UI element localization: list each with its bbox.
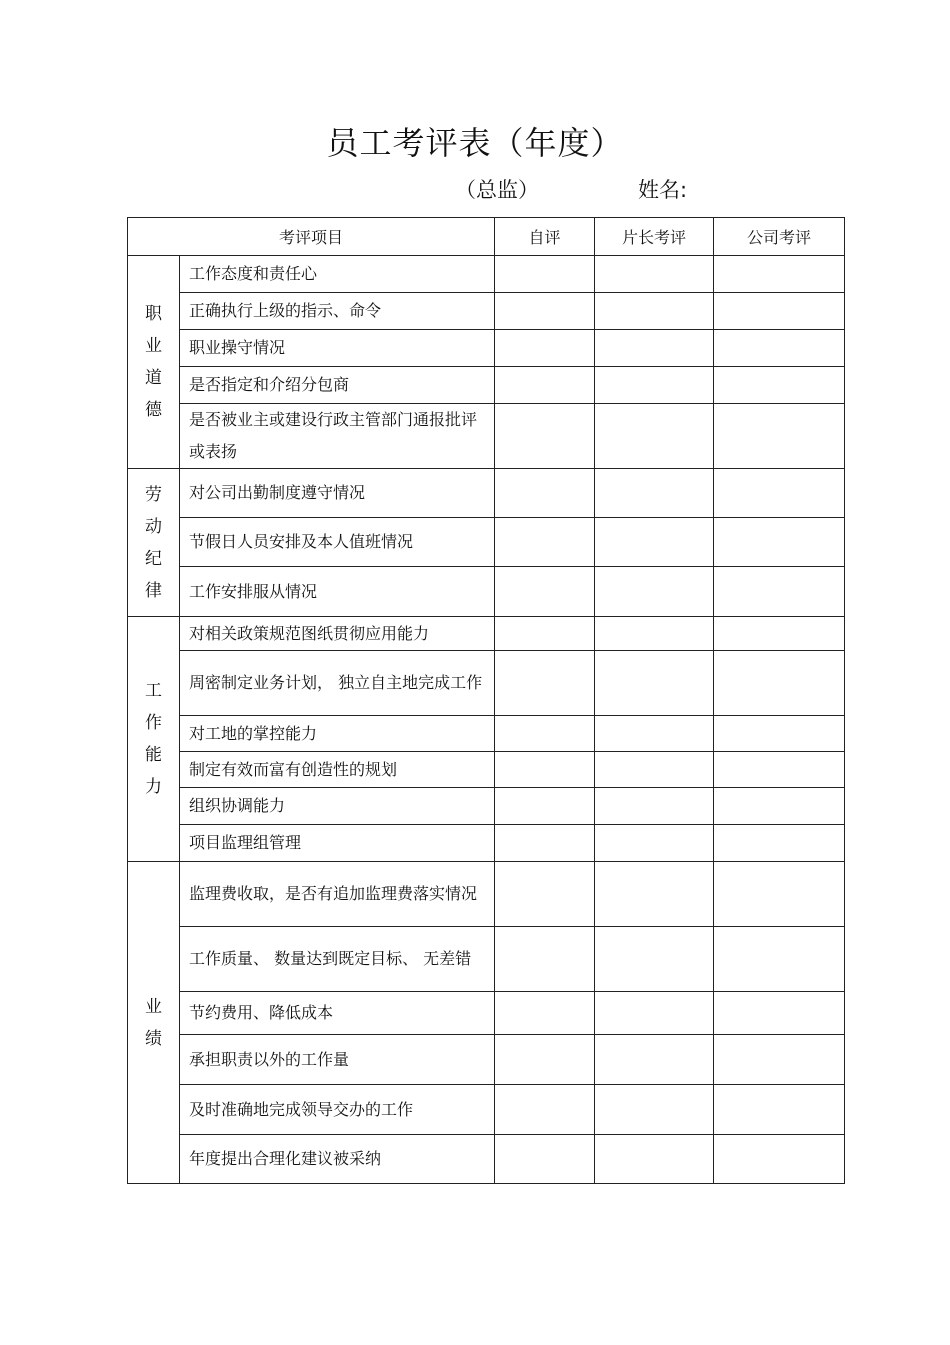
role-label: （总监）: [455, 178, 539, 202]
company-score-cell[interactable]: [714, 404, 845, 469]
company-score-cell[interactable]: [714, 825, 845, 862]
self-score-cell[interactable]: [495, 862, 595, 927]
header-company: 公司考评: [714, 218, 845, 256]
company-score-cell[interactable]: [714, 992, 845, 1035]
evaluation-item: 制定有效而富有创造性的规划: [180, 752, 495, 788]
company-score-cell[interactable]: [714, 330, 845, 367]
self-score-cell[interactable]: [495, 1135, 595, 1184]
manager-score-cell[interactable]: [595, 617, 714, 651]
table-row: [128, 992, 845, 1035]
category-char: 能: [145, 745, 162, 765]
self-score-cell[interactable]: [495, 567, 595, 617]
table-row: [128, 617, 845, 651]
category-char: 力: [145, 777, 162, 797]
table-row: [128, 927, 845, 992]
company-score-cell[interactable]: [714, 469, 845, 518]
evaluation-item: 节约费用、降低成本: [180, 992, 495, 1035]
manager-score-cell[interactable]: [595, 927, 714, 992]
company-score-cell[interactable]: [714, 927, 845, 992]
manager-score-cell[interactable]: [595, 367, 714, 404]
company-score-cell[interactable]: [714, 293, 845, 330]
header-item: 考评项目: [128, 218, 495, 256]
self-score-cell[interactable]: [495, 469, 595, 518]
table-row: [128, 1135, 845, 1184]
company-score-cell[interactable]: [714, 256, 845, 293]
manager-score-cell[interactable]: [595, 992, 714, 1035]
self-score-cell[interactable]: [495, 367, 595, 404]
name-label: 姓名:: [638, 178, 688, 202]
manager-score-cell[interactable]: [595, 330, 714, 367]
self-score-cell[interactable]: [495, 518, 595, 567]
manager-score-cell[interactable]: [595, 1085, 714, 1135]
manager-score-cell[interactable]: [595, 518, 714, 567]
company-score-cell[interactable]: [714, 1135, 845, 1184]
self-score-cell[interactable]: [495, 788, 595, 825]
evaluation-item: 是否指定和介绍分包商: [180, 367, 495, 404]
table-row: [128, 788, 845, 825]
table-row: [128, 367, 845, 404]
table-row: [128, 330, 845, 367]
company-score-cell[interactable]: [714, 1085, 845, 1135]
evaluation-item: 对工地的掌控能力: [180, 716, 495, 752]
table-row: [128, 651, 845, 716]
category-char: 作: [145, 713, 162, 733]
table-row: [128, 752, 845, 788]
self-score-cell[interactable]: [495, 404, 595, 469]
self-score-cell[interactable]: [495, 716, 595, 752]
evaluation-item: 是否被业主或建设行政主管部门通报批评或表扬: [180, 404, 495, 469]
self-score-cell[interactable]: [495, 752, 595, 788]
table-row: [128, 567, 845, 617]
manager-score-cell[interactable]: [595, 651, 714, 716]
self-score-cell[interactable]: [495, 330, 595, 367]
self-score-cell[interactable]: [495, 825, 595, 862]
category-char: 工: [145, 681, 162, 701]
table-row: [128, 256, 845, 293]
manager-score-cell[interactable]: [595, 404, 714, 469]
manager-score-cell[interactable]: [595, 469, 714, 518]
manager-score-cell[interactable]: [595, 716, 714, 752]
company-score-cell[interactable]: [714, 862, 845, 927]
evaluation-item: 对公司出勤制度遵守情况: [180, 469, 495, 518]
company-score-cell[interactable]: [714, 567, 845, 617]
manager-score-cell[interactable]: [595, 788, 714, 825]
evaluation-item: 及时准确地完成领导交办的工作: [180, 1085, 495, 1135]
category-char: 劳: [145, 484, 162, 505]
evaluation-item: 周密制定业务计划， 独立自主地完成工作: [180, 651, 495, 716]
manager-score-cell[interactable]: [595, 293, 714, 330]
table-row: [128, 518, 845, 567]
company-score-cell[interactable]: [714, 788, 845, 825]
evaluation-item: 职业操守情况: [180, 330, 495, 367]
manager-score-cell[interactable]: [595, 1035, 714, 1085]
table-row: [128, 293, 845, 330]
evaluation-table: [127, 217, 845, 1184]
self-score-cell[interactable]: [495, 617, 595, 651]
self-score-cell[interactable]: [495, 293, 595, 330]
table-row: [128, 469, 845, 518]
category-labor-discipline: [128, 469, 180, 617]
table-row: [128, 825, 845, 862]
company-score-cell[interactable]: [714, 752, 845, 788]
category-performance: [128, 862, 180, 1184]
company-score-cell[interactable]: [714, 716, 845, 752]
table-row: [128, 404, 845, 469]
manager-score-cell[interactable]: [595, 825, 714, 862]
company-score-cell[interactable]: [714, 1035, 845, 1085]
manager-score-cell[interactable]: [595, 1135, 714, 1184]
header-manager: 片长考评: [595, 218, 714, 256]
category-work-ability: [128, 617, 180, 862]
category-char: 律: [145, 580, 162, 601]
category-char: 业: [145, 996, 162, 1017]
evaluation-item: 工作质量、 数量达到既定目标、 无差错: [180, 927, 495, 992]
evaluation-item: 工作安排服从情况: [180, 567, 495, 617]
header-self: 自评: [495, 218, 595, 256]
evaluation-item: 组织协调能力: [180, 788, 495, 825]
evaluation-item: 节假日人员安排及本人值班情况: [180, 518, 495, 567]
self-score-cell[interactable]: [495, 1085, 595, 1135]
category-char: 德: [145, 400, 162, 420]
category-char: 动: [145, 516, 162, 537]
evaluation-item: 承担职责以外的工作量: [180, 1035, 495, 1085]
category-char: 纪: [145, 548, 162, 569]
self-score-cell[interactable]: [495, 992, 595, 1035]
self-score-cell[interactable]: [495, 256, 595, 293]
evaluation-item: 监理费收取，是否有追加监理费落实情况: [180, 862, 495, 927]
header-row: [128, 218, 845, 256]
table-row: [128, 862, 845, 927]
company-score-cell[interactable]: [714, 617, 845, 651]
evaluation-item: 工作态度和责任心: [180, 256, 495, 293]
self-score-cell[interactable]: [495, 1035, 595, 1085]
manager-score-cell[interactable]: [595, 752, 714, 788]
evaluation-item: 正确执行上级的指示、命令: [180, 293, 495, 330]
category-char: 绩: [145, 1028, 162, 1049]
self-score-cell[interactable]: [495, 651, 595, 716]
category-char: 职: [145, 304, 162, 324]
company-score-cell[interactable]: [714, 367, 845, 404]
table-row: [128, 1035, 845, 1085]
manager-score-cell[interactable]: [595, 256, 714, 293]
evaluation-item: 年度提出合理化建议被采纳: [180, 1135, 495, 1184]
manager-score-cell[interactable]: [595, 862, 714, 927]
evaluation-item: 对相关政策规范图纸贯彻应用能力: [180, 617, 495, 651]
category-professional-ethics: [128, 256, 180, 469]
company-score-cell[interactable]: [714, 651, 845, 716]
manager-score-cell[interactable]: [595, 567, 714, 617]
category-char: 业: [145, 336, 162, 356]
form-title: 员工考评表（年度）: [326, 124, 624, 162]
self-score-cell[interactable]: [495, 927, 595, 992]
table-row: [128, 1085, 845, 1135]
table-row: [128, 716, 845, 752]
evaluation-item: 项目监理组管理: [180, 825, 495, 862]
category-char: 道: [145, 368, 162, 388]
company-score-cell[interactable]: [714, 518, 845, 567]
